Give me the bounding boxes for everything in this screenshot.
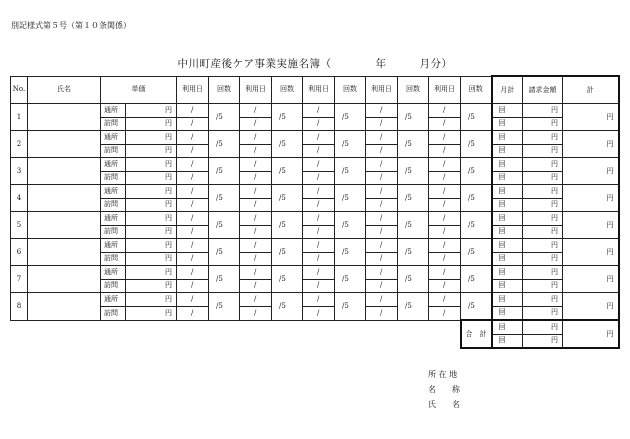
total-cell[interactable]: 円 (563, 185, 619, 212)
row-number: 8 (11, 293, 28, 321)
times-cell[interactable]: /5 (209, 293, 240, 321)
use-date-cell[interactable]: / (177, 252, 209, 266)
use-date-cell[interactable]: / (177, 266, 209, 280)
use-date-cell[interactable]: / (240, 279, 272, 293)
use-date-cell[interactable]: / (366, 252, 398, 266)
row-number: 5 (11, 212, 28, 239)
use-date-cell[interactable]: / (429, 144, 461, 158)
header-use-date: 利用日 (303, 76, 335, 104)
use-date-cell[interactable]: / (429, 252, 461, 266)
times-cell[interactable]: /5 (398, 212, 429, 239)
header-use-date: 利用日 (366, 76, 398, 104)
use-date-cell[interactable]: / (429, 239, 461, 253)
service-type-label: 訪問 (101, 144, 126, 158)
times-cell[interactable]: /5 (272, 131, 303, 158)
use-date-cell[interactable]: / (366, 104, 398, 118)
use-date-cell[interactable]: / (366, 198, 398, 212)
header-unit-price: 単価 (101, 76, 177, 104)
times-cell[interactable]: /5 (272, 185, 303, 212)
use-date-cell[interactable]: / (429, 104, 461, 118)
unit-price-cell[interactable]: 円 (126, 239, 177, 253)
use-date-cell[interactable]: / (366, 144, 398, 158)
grand-total-row (11, 320, 619, 334)
header-name: 氏名 (28, 76, 101, 104)
monthly-count-cell[interactable]: 回 (492, 252, 523, 266)
total-cell[interactable]: 円 (563, 239, 619, 266)
use-date-cell[interactable]: / (240, 212, 272, 226)
table-row (11, 198, 619, 212)
unit-price-cell[interactable]: 円 (126, 144, 177, 158)
monthly-count-cell[interactable]: 回 (492, 279, 523, 293)
service-type-label: 訪問 (101, 306, 126, 320)
use-date-cell[interactable]: / (177, 104, 209, 118)
times-cell[interactable]: /5 (335, 212, 366, 239)
times-cell[interactable]: /5 (398, 293, 429, 321)
signature-block (428, 367, 460, 412)
signature-name-label: 氏 名 (428, 400, 460, 409)
use-date-cell[interactable]: / (303, 171, 335, 185)
grand-total-amount-cell[interactable]: 円 (523, 334, 563, 348)
use-date-cell[interactable]: / (366, 225, 398, 239)
use-date-cell[interactable]: / (303, 306, 335, 320)
use-date-cell[interactable]: / (177, 117, 209, 131)
billing-amount-cell[interactable]: 円 (523, 279, 563, 293)
billing-amount-cell[interactable]: 円 (523, 117, 563, 131)
monthly-count-cell[interactable]: 回 (492, 185, 523, 199)
billing-amount-cell[interactable]: 円 (523, 266, 563, 280)
unit-price-cell[interactable]: 円 (126, 104, 177, 118)
use-date-cell[interactable]: / (240, 171, 272, 185)
use-date-cell[interactable]: / (366, 117, 398, 131)
times-cell[interactable]: /5 (461, 212, 492, 239)
name-cell[interactable] (28, 158, 101, 185)
times-cell[interactable]: /5 (461, 131, 492, 158)
service-type-label: 通所 (101, 131, 126, 145)
unit-price-cell[interactable]: 円 (126, 171, 177, 185)
times-cell[interactable]: /5 (272, 212, 303, 239)
unit-price-cell[interactable]: 円 (126, 252, 177, 266)
times-cell[interactable]: /5 (209, 185, 240, 212)
times-cell[interactable]: /5 (461, 239, 492, 266)
header-use-date: 利用日 (429, 76, 461, 104)
times-cell[interactable]: /5 (335, 158, 366, 185)
table-row (11, 225, 619, 239)
grand-total-sum-cell[interactable]: 円 (563, 320, 619, 348)
billing-amount-cell[interactable]: 円 (523, 293, 563, 307)
times-cell[interactable]: /5 (335, 104, 366, 131)
times-cell[interactable]: /5 (209, 266, 240, 293)
use-date-cell[interactable]: / (177, 131, 209, 145)
use-date-cell[interactable]: / (240, 293, 272, 307)
monthly-count-cell[interactable]: 回 (492, 104, 523, 118)
table-row (11, 293, 619, 307)
unit-price-cell[interactable]: 円 (126, 306, 177, 320)
spacer (11, 334, 461, 348)
grand-total-count-cell[interactable]: 回 (492, 320, 523, 334)
total-cell[interactable]: 円 (563, 158, 619, 185)
times-cell[interactable]: /5 (272, 104, 303, 131)
table-row (11, 212, 619, 226)
times-cell[interactable]: /5 (398, 131, 429, 158)
row-number: 6 (11, 239, 28, 266)
page-title: 中川町産後ケア事業実施名簿（ 年 月分） (177, 58, 453, 70)
table-row (11, 117, 619, 131)
use-date-cell[interactable]: / (177, 293, 209, 307)
grand-total-label: 合 計 (461, 320, 492, 348)
service-type-label: 通所 (101, 239, 126, 253)
use-date-cell[interactable]: / (177, 225, 209, 239)
use-date-cell[interactable]: / (429, 198, 461, 212)
times-cell[interactable]: /5 (461, 293, 492, 321)
name-cell[interactable] (28, 212, 101, 239)
billing-amount-cell[interactable]: 円 (523, 212, 563, 226)
times-cell[interactable]: /5 (461, 266, 492, 293)
times-cell[interactable]: /5 (272, 239, 303, 266)
times-cell[interactable]: /5 (398, 104, 429, 131)
use-date-cell[interactable]: / (240, 104, 272, 118)
use-date-cell[interactable]: / (240, 185, 272, 199)
use-date-cell[interactable]: / (240, 144, 272, 158)
row-number: 1 (11, 104, 28, 131)
use-date-cell[interactable]: / (429, 266, 461, 280)
monthly-count-cell[interactable]: 回 (492, 117, 523, 131)
name-cell[interactable] (28, 185, 101, 212)
unit-price-cell[interactable]: 円 (126, 266, 177, 280)
use-date-cell[interactable]: / (177, 144, 209, 158)
use-date-cell[interactable]: / (366, 239, 398, 253)
table-row (11, 171, 619, 185)
use-date-cell[interactable]: / (303, 252, 335, 266)
use-date-cell[interactable]: / (240, 266, 272, 280)
header-total: 計 (563, 76, 619, 104)
use-date-cell[interactable]: / (429, 131, 461, 145)
unit-price-cell[interactable]: 円 (126, 131, 177, 145)
signature-address-label: 所 在 地 (428, 370, 458, 379)
total-cell[interactable]: 円 (563, 293, 619, 321)
times-cell[interactable]: /5 (335, 266, 366, 293)
times-cell[interactable]: /5 (461, 158, 492, 185)
header-times: 回数 (335, 76, 366, 104)
billing-amount-cell[interactable]: 円 (523, 239, 563, 253)
service-type-label: 訪問 (101, 117, 126, 131)
use-date-cell[interactable]: / (429, 117, 461, 131)
header-times: 回数 (398, 76, 429, 104)
use-date-cell[interactable]: / (303, 131, 335, 145)
use-date-cell[interactable]: / (303, 225, 335, 239)
table-row (11, 185, 619, 199)
times-cell[interactable]: /5 (335, 293, 366, 321)
row-number: 7 (11, 266, 28, 293)
service-type-label: 通所 (101, 293, 126, 307)
monthly-count-cell[interactable]: 回 (492, 306, 523, 320)
unit-price-cell[interactable]: 円 (126, 158, 177, 172)
unit-price-cell[interactable]: 円 (126, 279, 177, 293)
use-date-cell[interactable]: / (177, 171, 209, 185)
use-date-cell[interactable]: / (303, 104, 335, 118)
billing-amount-cell[interactable]: 円 (523, 144, 563, 158)
use-date-cell[interactable]: / (366, 266, 398, 280)
use-date-cell[interactable]: / (429, 171, 461, 185)
service-type-label: 訪問 (101, 171, 126, 185)
use-date-cell[interactable]: / (303, 293, 335, 307)
use-date-cell[interactable]: / (177, 306, 209, 320)
use-date-cell[interactable]: / (240, 306, 272, 320)
use-date-cell[interactable]: / (240, 225, 272, 239)
table-row (11, 144, 619, 158)
monthly-count-cell[interactable]: 回 (492, 225, 523, 239)
name-cell[interactable] (28, 239, 101, 266)
use-date-cell[interactable]: / (303, 198, 335, 212)
total-cell[interactable]: 円 (563, 212, 619, 239)
monthly-count-cell[interactable]: 回 (492, 171, 523, 185)
header-use-date: 利用日 (177, 76, 209, 104)
unit-price-cell[interactable]: 円 (126, 212, 177, 226)
billing-amount-cell[interactable]: 円 (523, 306, 563, 320)
billing-amount-cell[interactable]: 円 (523, 198, 563, 212)
header-times: 回数 (272, 76, 303, 104)
service-type-label: 訪問 (101, 225, 126, 239)
billing-amount-cell[interactable]: 円 (523, 185, 563, 199)
times-cell[interactable]: /5 (209, 131, 240, 158)
times-cell[interactable]: /5 (461, 104, 492, 131)
use-date-cell[interactable]: / (177, 212, 209, 226)
use-date-cell[interactable]: / (366, 212, 398, 226)
billing-amount-cell[interactable]: 円 (523, 158, 563, 172)
signature-company-label: 名 称 (428, 385, 460, 394)
table-row (11, 131, 619, 145)
use-date-cell[interactable]: / (240, 117, 272, 131)
header-times: 回数 (209, 76, 240, 104)
use-date-cell[interactable]: / (429, 225, 461, 239)
use-date-cell[interactable]: / (303, 266, 335, 280)
table-row (11, 266, 619, 280)
use-date-cell[interactable]: / (240, 198, 272, 212)
name-cell[interactable] (28, 293, 101, 321)
monthly-count-cell[interactable]: 回 (492, 158, 523, 172)
row-number: 4 (11, 185, 28, 212)
times-cell[interactable]: /5 (209, 158, 240, 185)
header-use-date: 利用日 (240, 76, 272, 104)
grand-total-amount-cell[interactable]: 円 (523, 320, 563, 334)
spacer (11, 320, 461, 334)
use-date-cell[interactable]: / (429, 212, 461, 226)
times-cell[interactable]: /5 (272, 293, 303, 321)
table-row (11, 158, 619, 172)
use-date-cell[interactable]: / (366, 131, 398, 145)
times-cell[interactable]: /5 (272, 158, 303, 185)
times-cell[interactable]: /5 (335, 239, 366, 266)
use-date-cell[interactable]: / (303, 239, 335, 253)
service-type-label: 訪問 (101, 252, 126, 266)
use-date-cell[interactable]: / (177, 198, 209, 212)
monthly-count-cell[interactable]: 回 (492, 239, 523, 253)
use-date-cell[interactable]: / (177, 279, 209, 293)
service-type-label: 訪問 (101, 279, 126, 293)
use-date-cell[interactable]: / (177, 239, 209, 253)
row-number: 2 (11, 131, 28, 158)
use-date-cell[interactable]: / (366, 293, 398, 307)
use-date-cell[interactable]: / (429, 185, 461, 199)
use-date-cell[interactable]: / (177, 158, 209, 172)
monthly-count-cell[interactable]: 回 (492, 131, 523, 145)
use-date-cell[interactable]: / (366, 185, 398, 199)
table-row (11, 279, 619, 293)
use-date-cell[interactable]: / (366, 158, 398, 172)
use-date-cell[interactable]: / (429, 293, 461, 307)
use-date-cell[interactable]: / (177, 185, 209, 199)
unit-price-cell[interactable]: 円 (126, 225, 177, 239)
use-date-cell[interactable]: / (366, 279, 398, 293)
total-cell[interactable]: 円 (563, 266, 619, 293)
service-type-label: 訪問 (101, 198, 126, 212)
service-type-label: 通所 (101, 104, 126, 118)
times-cell[interactable]: /5 (398, 266, 429, 293)
header-billing-amount: 請求金額 (523, 76, 563, 104)
grand-total-row (11, 334, 619, 348)
times-cell[interactable]: /5 (335, 131, 366, 158)
use-date-cell[interactable]: / (303, 158, 335, 172)
billing-amount-cell[interactable]: 円 (523, 104, 563, 118)
row-number: 3 (11, 158, 28, 185)
use-date-cell[interactable]: / (240, 252, 272, 266)
monthly-count-cell[interactable]: 回 (492, 266, 523, 280)
times-cell[interactable]: /5 (272, 266, 303, 293)
use-date-cell[interactable]: / (240, 158, 272, 172)
service-type-label: 通所 (101, 212, 126, 226)
times-cell[interactable]: /5 (209, 104, 240, 131)
use-date-cell[interactable]: / (240, 239, 272, 253)
unit-price-cell[interactable]: 円 (126, 198, 177, 212)
use-date-cell[interactable]: / (429, 306, 461, 320)
header-row (11, 76, 619, 104)
times-cell[interactable]: /5 (398, 158, 429, 185)
form-reference: 別記様式第５号（第１０条関係） (11, 21, 131, 30)
ledger-body (11, 104, 619, 349)
service-type-label: 通所 (101, 185, 126, 199)
use-date-cell[interactable]: / (366, 306, 398, 320)
billing-amount-cell[interactable]: 円 (523, 131, 563, 145)
unit-price-cell[interactable]: 円 (126, 293, 177, 307)
header-no: No. (11, 76, 28, 104)
grand-total-count-cell[interactable]: 回 (492, 334, 523, 348)
name-cell[interactable] (28, 266, 101, 293)
table-row (11, 252, 619, 266)
care-ledger-table (10, 75, 620, 349)
use-date-cell[interactable]: / (303, 279, 335, 293)
monthly-count-cell[interactable]: 回 (492, 293, 523, 307)
billing-amount-cell[interactable]: 円 (523, 171, 563, 185)
billing-amount-cell[interactable]: 円 (523, 252, 563, 266)
times-cell[interactable]: /5 (398, 239, 429, 266)
monthly-count-cell[interactable]: 回 (492, 198, 523, 212)
use-date-cell[interactable]: / (366, 171, 398, 185)
total-cell[interactable]: 円 (563, 131, 619, 158)
use-date-cell[interactable]: / (429, 158, 461, 172)
unit-price-cell[interactable]: 円 (126, 185, 177, 199)
table-row (11, 306, 619, 320)
times-cell[interactable]: /5 (209, 212, 240, 239)
service-type-label: 通所 (101, 266, 126, 280)
monthly-count-cell[interactable]: 回 (492, 212, 523, 226)
service-type-label: 通所 (101, 158, 126, 172)
table-row (11, 239, 619, 253)
unit-price-cell[interactable]: 円 (126, 117, 177, 131)
name-cell[interactable] (28, 131, 101, 158)
use-date-cell[interactable]: / (303, 212, 335, 226)
times-cell[interactable]: /5 (461, 185, 492, 212)
use-date-cell[interactable]: / (303, 144, 335, 158)
total-cell[interactable]: 円 (563, 104, 619, 131)
table-row (11, 104, 619, 118)
times-cell[interactable]: /5 (209, 239, 240, 266)
times-cell[interactable]: /5 (335, 185, 366, 212)
header-monthly-count: 月計 (492, 76, 523, 104)
use-date-cell[interactable]: / (429, 279, 461, 293)
use-date-cell[interactable]: / (303, 117, 335, 131)
name-cell[interactable] (28, 104, 101, 131)
times-cell[interactable]: /5 (398, 185, 429, 212)
monthly-count-cell[interactable]: 回 (492, 144, 523, 158)
header-times: 回数 (461, 76, 492, 104)
use-date-cell[interactable]: / (240, 131, 272, 145)
billing-amount-cell[interactable]: 円 (523, 225, 563, 239)
use-date-cell[interactable]: / (303, 185, 335, 199)
